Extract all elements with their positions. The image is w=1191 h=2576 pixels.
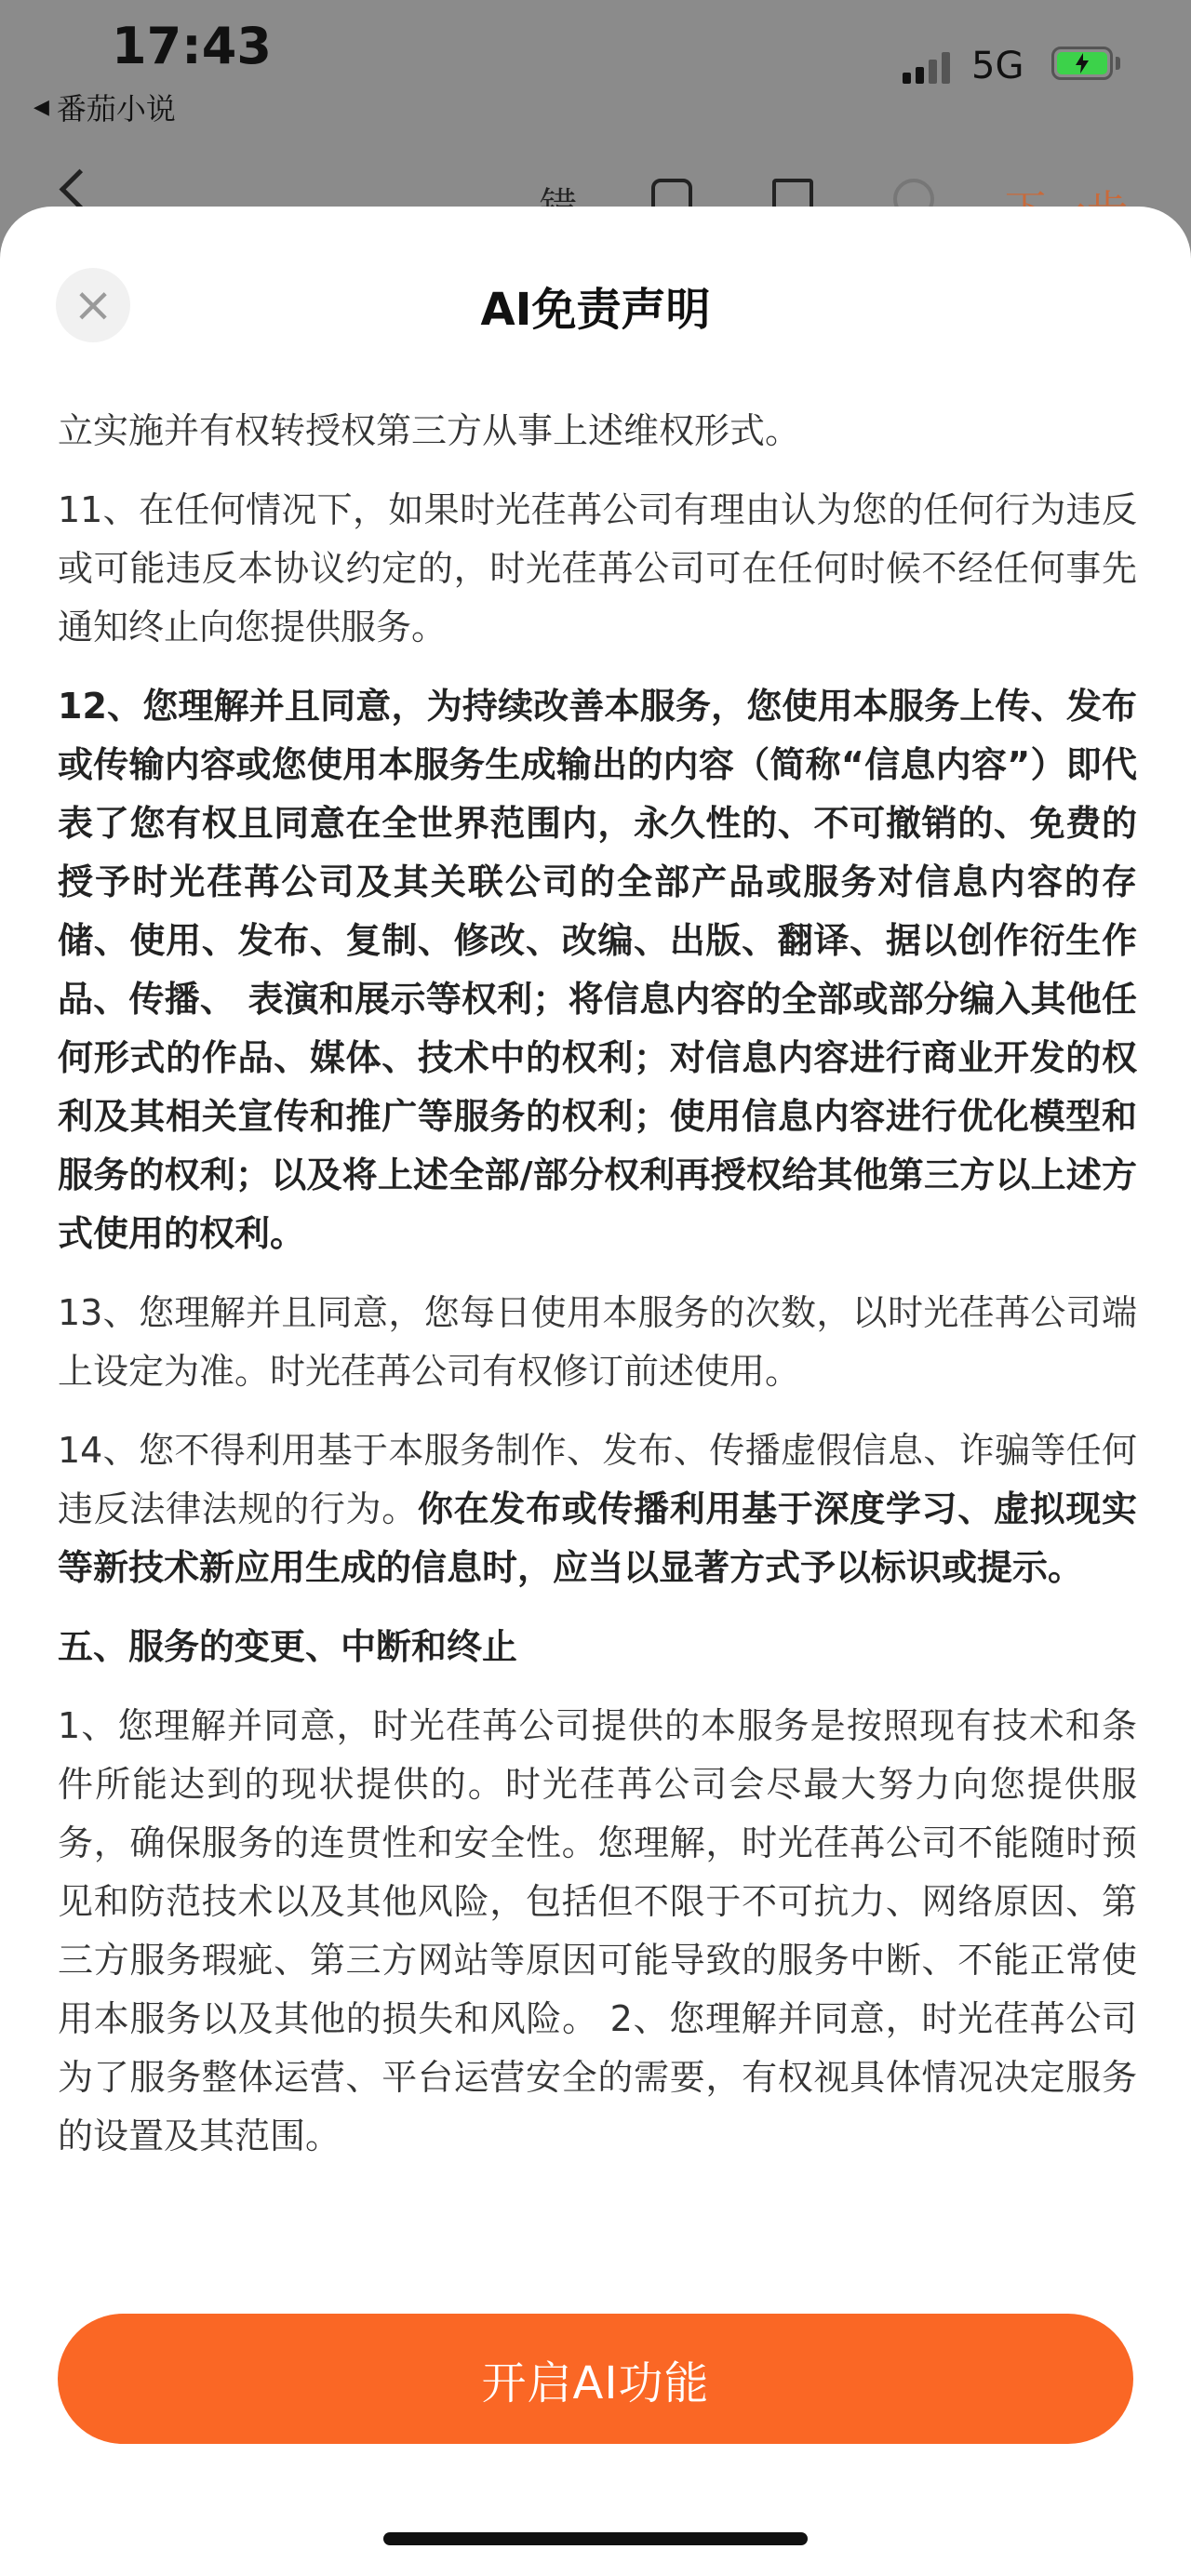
status-time: 17:43 bbox=[112, 17, 272, 75]
sheet-title: AI免责声明 bbox=[480, 284, 711, 336]
network-type: 5G bbox=[971, 45, 1024, 87]
back-triangle-icon: ◀ bbox=[33, 95, 49, 119]
paragraph-bold-part: 你在发布或传播利用基于深度学习、虚拟现实等新技术新应用生成的信息时，应当以显著方式予以标识或提示。 bbox=[58, 1488, 1137, 1588]
paragraph-mixed bbox=[58, 1421, 1137, 1597]
status-bar bbox=[0, 0, 1191, 130]
close-icon: × bbox=[73, 277, 114, 333]
paragraph: 1、您理解并同意，时光荏苒公司提供的本服务是按照现有技术和条件所能达到的现状提供的。时光荏苒公司会尽最大努力向您提供服务，确保服务的连贯性和安全性。您理解，时光荏苒公司不能随时预见和防范技术以及其他风险，包括但不限于不可抗力、网络原因、第三方服务瑕疵、第三方网站等原因可能导致的服务中断、不能正常使用本服务以及其他的损失和风险。 2、您理解并同意，时光荏苒公司为了服务整体运营、平台运营安全的需要，有权视具体情况决定服务的设置及其范围。 bbox=[58, 1705, 1137, 2156]
paragraph: 立实施并有权转授权第三方从事上述维权形式。 bbox=[58, 410, 801, 451]
paragraph: 11、在任何情况下，如果时光荏苒公司有理由认为您的任何行为违反或可能违反本协议约定的，时光荏苒公司可在任何时候不经任何事先通知终止向您提供服务。 bbox=[58, 489, 1137, 647]
paragraph-bold: 12、您理解并且同意，为持续改善本服务，您使用本服务上传、发布或传输内容或您使用本服务生成输出的内容（简称“信息内容”）即代表了您有权且同意在全世界范围内，永久性的、不可撤销的、免费的授予时光荏苒公司及其关联公司的全部产品或服务对信息内容的存储、使用、发布、复制、修改、改编、出版、翻译、据以创作衍生作品、传播、 表演和展示等权利；将信息内容的全部或部分编入其他任何形式的作品、媒体、技术中的权利；对信息内容进行商业开发的权利及其相关宣传和推广等服务的权利；使用信息内容进行优化模型和服务的权利；以及将上述全部/部分权利再授权给其他第三方以上述方式使用的权利。 bbox=[58, 686, 1137, 1254]
back-app-label: 番茄小说 bbox=[56, 91, 176, 127]
disclaimer-content[interactable] bbox=[58, 402, 1137, 2272]
enable-ai-button[interactable]: 开启AI功能 bbox=[58, 2314, 1133, 2444]
section-heading: 五、服务的变更、中断和终止 bbox=[58, 1626, 518, 1667]
home-indicator[interactable] bbox=[383, 2532, 808, 2545]
paragraph-normal-part: 14、您不得利用基于本服务制作、发布、传播虚假信息、诈骗等任何违反法律法规的行为。 bbox=[58, 1430, 1137, 1529]
cellular-signal-icon bbox=[903, 52, 950, 84]
battery-tip bbox=[1116, 57, 1120, 70]
charging-bolt-icon bbox=[1075, 53, 1090, 73]
underlying-toolbar bbox=[0, 158, 1191, 214]
disclaimer-sheet bbox=[0, 207, 1191, 2576]
back-to-app-link[interactable] bbox=[33, 86, 176, 128]
paragraph: 13、您理解并且同意，您每日使用本服务的次数，以时光荏苒公司端上设定为准。时光荏苒公司有权修订前述使用。 bbox=[58, 1292, 1137, 1392]
back-chevron-icon bbox=[60, 169, 100, 210]
battery-icon bbox=[1051, 47, 1113, 80]
